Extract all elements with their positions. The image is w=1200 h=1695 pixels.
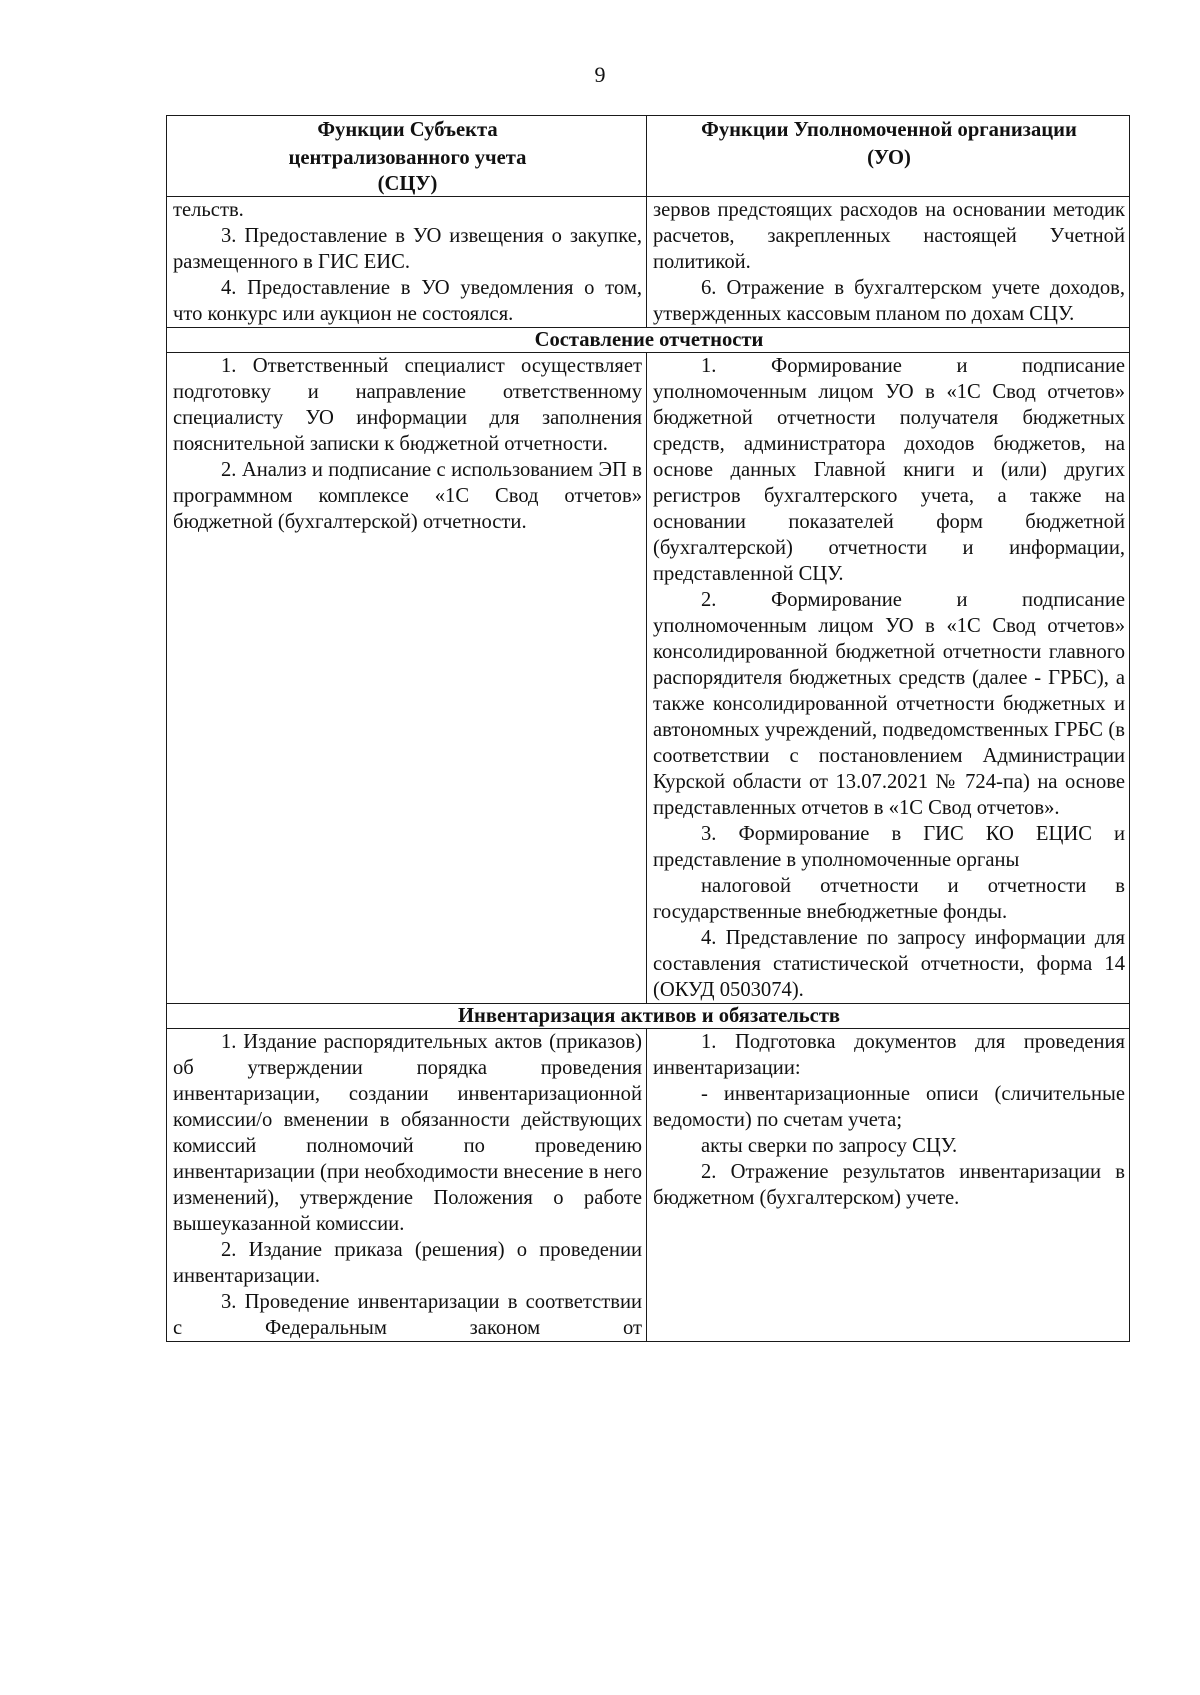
table-row-continued [167, 197, 1130, 328]
paragraph: тельств. [173, 199, 244, 221]
header-left-line1: Функции Субъекта [317, 119, 498, 141]
paragraph: 3. Предоставление в УО извещения о закупке, размещенного в ГИС ЕИС. [173, 225, 642, 273]
header-left-line2: централизованного учета [288, 147, 527, 169]
inventory-right-cell [647, 1029, 1130, 1342]
section-heading-row [167, 1004, 1130, 1029]
header-right [647, 116, 1130, 197]
paragraph: 2. Отражение результатов инвентаризации в бюджетном (бухгалтерском) учете. [653, 1161, 1125, 1209]
paragraph: 3. Проведение инвентаризации в соответствии с Федеральным законом от [173, 1291, 642, 1339]
paragraph: 1. Ответственный специалист осуществляет подготовку и направление ответственному специалисту УО информации для заполнения пояснительной записки к бюджетной отчетности. [173, 355, 642, 455]
header-right-line2: (УО) [867, 147, 911, 169]
section-title-inventory: Инвентаризация активов и обязательств [167, 1004, 1130, 1029]
paragraph: 4. Представление по запросу информации для составления статистической отчетности, форма 14 (ОКУД 0503074). [653, 927, 1125, 1001]
paragraph: 3. Формирование в ГИС КО ЕЦИС и представление в уполномоченные органы [653, 823, 1125, 871]
paragraph: 1. Подготовка документов для проведения инвентаризации: [653, 1031, 1125, 1079]
reporting-right-cell [647, 353, 1130, 1004]
continued-right-cell [647, 197, 1130, 328]
paragraph: 2. Анализ и подписание с использованием ЭП в программном комплексе «1С Свод отчетов» бюджетной (бухгалтерской) отчетности. [173, 459, 642, 533]
paragraph: 6. Отражение в бухгалтерском учете доходов, утвержденных кассовым планом по дохам СЦУ. [653, 277, 1125, 325]
section-heading-row [167, 328, 1130, 353]
paragraph: 1. Издание распорядительных актов (приказов) об утверждении порядка проведения инвентаризации, создании инвентаризационной комиссии/о вменении в обязанности действующих комиссий полномочий по проведению инвентаризации (при необходимости внесение в него изменений), утверждение Положения о работе вышеуказанной комиссии. [173, 1031, 642, 1235]
header-left [167, 116, 647, 197]
inventory-left-cell [167, 1029, 647, 1342]
table-header-row [167, 116, 1130, 197]
paragraph: - инвентаризационные описи (сличительные ведомости) по счетам учета; [653, 1083, 1125, 1131]
table-row-inventory [167, 1029, 1130, 1342]
continued-left-cell [167, 197, 647, 328]
paragraph: 2. Издание приказа (решения) о проведении инвентаризации. [173, 1239, 642, 1287]
paragraph: акты сверки по запросу СЦУ. [701, 1135, 958, 1157]
paragraph: 2. Формирование и подписание уполномоченным лицом УО в «1С Свод отчетов» консолидированной бюджетной отчетности главного распорядителя бюджетных средств (далее - ГРБС), а также консолидированной отчетности бюджетных и автономных учреждений, подведомственных ГРБС (в соответствии с постановлением Администрации Курской области от 13.07.2021 № 724-па) на основе представленных отчетов в «1С Свод отчетов». [653, 589, 1125, 819]
reporting-left-cell [167, 353, 647, 1004]
header-right-line1: Функции Уполномоченной организации [701, 119, 1077, 141]
functions-table [166, 115, 1130, 1342]
paragraph: зервов предстоящих расходов на основании методик расчетов, закрепленных настоящей Учетной политикой. [653, 199, 1125, 273]
header-left-line3: (СЦУ) [377, 173, 438, 195]
section-title-reporting: Составление отчетности [167, 328, 1130, 353]
table-row-reporting [167, 353, 1130, 1004]
paragraph: 4. Предоставление в УО уведомления о том, что конкурс или аукцион не состоялся. [173, 277, 642, 325]
paragraph: 1. Формирование и подписание уполномоченным лицом УО в «1С Свод отчетов» бюджетной отчетности получателя бюджетных средств, администратора доходов бюджетов, на основе данных Главной книги и (или) других регистров бухгалтерского учета, а также на основании показателей форм бюджетной (бухгалтерской) отчетности и информации, представленной СЦУ. [653, 355, 1125, 585]
page-number: 9 [594, 62, 606, 87]
paragraph: налоговой отчетности и отчетности в государственные внебюджетные фонды. [653, 875, 1125, 923]
